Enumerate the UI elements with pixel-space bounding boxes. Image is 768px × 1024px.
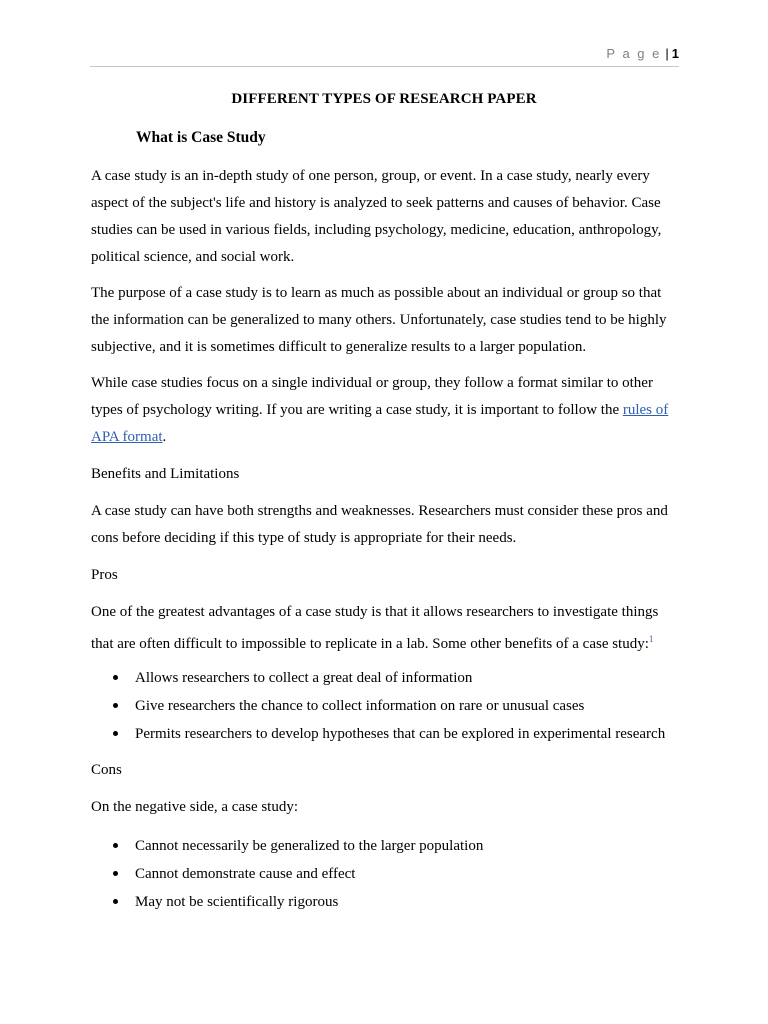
- paragraph-body: One of the greatest advantages of a case study is that it allows researchers to investigate things that are often difficult to impossible to replicate in a lab. Some other benefits of a case study:: [91, 604, 659, 652]
- page-separator: |: [665, 46, 669, 61]
- page-number: 1: [671, 46, 679, 61]
- paragraph-text: A case study is an in-depth study of one person, group, or event. In a case study, nearly every aspect of the subject's life and history is analyzed to seek patterns and causes of behavior. Case studies can be used in various fields, including psychology, medicine, education, anthropology, political science, and social work.: [91, 168, 662, 265]
- list-item-text: May not be scientifically rigorous: [135, 894, 339, 910]
- list-item: [110, 696, 665, 724]
- list-item-text: Cannot necessarily be generalized to the larger population: [135, 838, 484, 854]
- document-title: DIFFERENT TYPES OF RESEARCH PAPER: [231, 91, 537, 107]
- paragraph-text: [91, 370, 681, 451]
- bullet-icon: [113, 871, 118, 876]
- list-item: [110, 892, 483, 920]
- paragraph-text: A case study can have both strengths and weaknesses. Researchers must consider these pros and cons before deciding if this type of study is appropriate for their needs.: [91, 503, 668, 546]
- bullet-icon: [113, 703, 118, 708]
- benefits-heading: [91, 461, 681, 488]
- paragraph-text: On the negative side, a case study:: [91, 799, 299, 815]
- pros-list: [110, 668, 665, 752]
- paragraph-text-start: While case studies focus on a single individual or group, they follow a format similar to other types of psychology writing. If you are writing a case study, it is important to follow the: [91, 375, 653, 418]
- apa-format-link[interactable]: rules of APA format: [91, 402, 669, 445]
- bullet-icon: [113, 731, 118, 736]
- paragraph-purpose: [91, 280, 681, 361]
- section-heading: What is Case Study: [136, 129, 266, 146]
- list-item: [110, 836, 483, 864]
- heading-text: Pros: [91, 567, 118, 583]
- paragraph-negative: [91, 794, 681, 821]
- bullet-icon: [113, 843, 118, 848]
- list-item-text: Give researchers the chance to collect information on rare or unusual cases: [135, 698, 585, 714]
- cons-list: [110, 836, 483, 920]
- page-label: P a g e: [606, 46, 662, 61]
- footnote-link[interactable]: 1: [648, 634, 654, 644]
- bullet-icon: [113, 675, 118, 680]
- pros-heading: [91, 562, 681, 589]
- paragraph-format: [91, 370, 681, 451]
- list-item: [110, 724, 665, 752]
- paragraph-strengths: [91, 498, 681, 552]
- paragraph-text-end: .: [162, 429, 167, 445]
- paragraph-advantages: [91, 599, 681, 658]
- bullet-icon: [113, 899, 118, 904]
- paragraph-text: The purpose of a case study is to learn as much as possible about an individual or group so that the information can be generalized to many others. Unfortunately, case studies tend to be highly subjective, and it is sometimes difficult to generalize results to a larger population.: [91, 285, 667, 355]
- page-header: [90, 46, 679, 67]
- paragraph-definition: [91, 163, 681, 271]
- heading-text: Benefits and Limitations: [91, 466, 240, 482]
- list-item-text: Cannot demonstrate cause and effect: [135, 866, 356, 882]
- list-item-text: Permits researchers to develop hypotheses that can be explored in experimental research: [135, 726, 666, 742]
- list-item: [110, 668, 665, 696]
- heading-text: Cons: [91, 762, 122, 778]
- paragraph-text: [91, 599, 681, 658]
- list-item: [110, 864, 483, 892]
- cons-heading: [91, 757, 681, 784]
- list-item-text: Allows researchers to collect a great deal of information: [135, 670, 473, 686]
